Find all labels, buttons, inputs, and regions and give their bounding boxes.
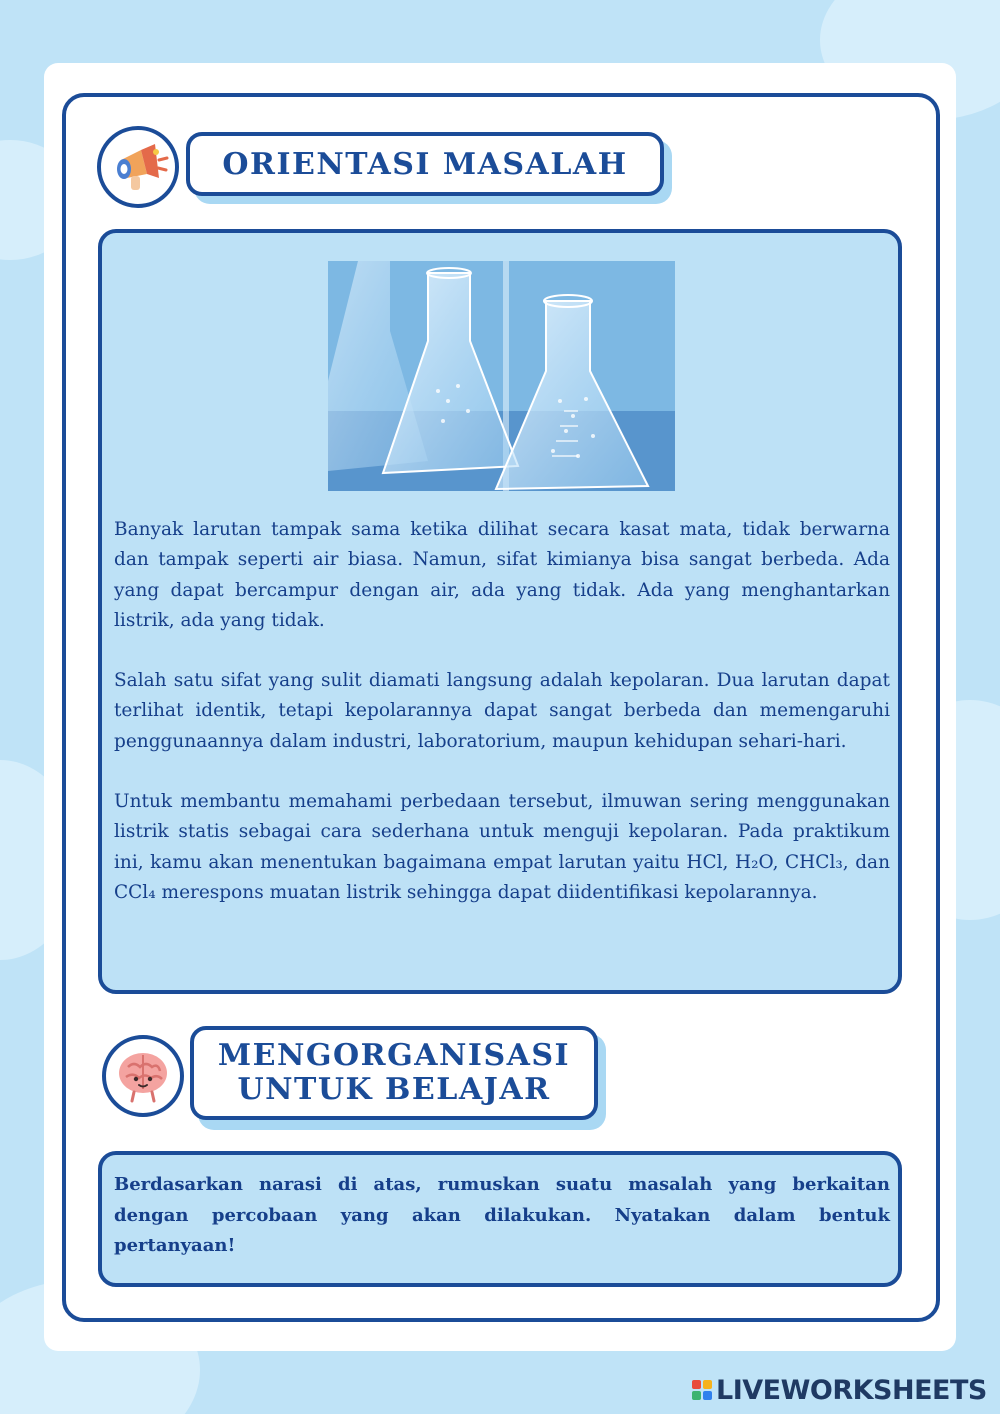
- laboratory-flasks-photo: [328, 261, 675, 491]
- section2-title-line2: UNTUK BELAJAR: [237, 1072, 551, 1107]
- task-instruction: Berdasarkan narasi di atas, rumuskan suatu masalah yang berkaitan dengan percobaan yang akan dilakukan. Nyatakan dalam bentuk pertanyaan!: [114, 1174, 890, 1256]
- section2-title-box: [190, 1026, 598, 1120]
- brand-text: LIVEWORKSHEETS: [716, 1374, 987, 1406]
- orientation-paragraph-3: Untuk membantu memahami perbedaan tersebut, ilmuwan sering menggunakan listrik statis sebagai cara sederhana untuk menguji kepolaran. Pada praktikum ini, kamu akan menentukan bagaimana empat larutan yaitu HCl, H₂O, CHCl₃, dan CCl₄ merespons muatan listrik sehingga dapat diidentifikasi kepolarannya.: [114, 791, 890, 903]
- liveworksheets-brand[interactable]: [692, 1375, 987, 1405]
- orientation-panel: [98, 229, 902, 994]
- section1-title-box: [186, 132, 664, 196]
- orientation-text: [114, 515, 890, 908]
- section2-title-line1: MENGORGANISASI: [217, 1038, 571, 1073]
- megaphone-icon: [101, 130, 175, 204]
- liveworksheets-logo-icon: [692, 1380, 712, 1400]
- section2-icon-circle: [102, 1035, 184, 1117]
- orientation-paragraph-2: Salah satu sifat yang sulit diamati langsung adalah kepolaran. Dua larutan dapat terlihat identik, tetapi kepolarannya dapat sangat berbeda dan memengaruhi penggunaannya dalam industri, laboratorium, maupun kehidupan sehari-hari.: [114, 670, 890, 752]
- task-panel: [98, 1151, 902, 1287]
- brain-icon: [106, 1039, 180, 1113]
- section1-title: ORIENTASI MASALAH: [222, 146, 628, 182]
- section1-icon-circle: [97, 126, 179, 208]
- orientation-paragraph-1: Banyak larutan tampak sama ketika dilihat secara kasat mata, tidak berwarna dan tampak seperti air biasa. Namun, sifat kimianya bisa sangat berbeda. Ada yang dapat bercampur dengan air, ada yang tidak. Ada yang menghantarkan listrik, ada yang tidak.: [114, 519, 890, 631]
